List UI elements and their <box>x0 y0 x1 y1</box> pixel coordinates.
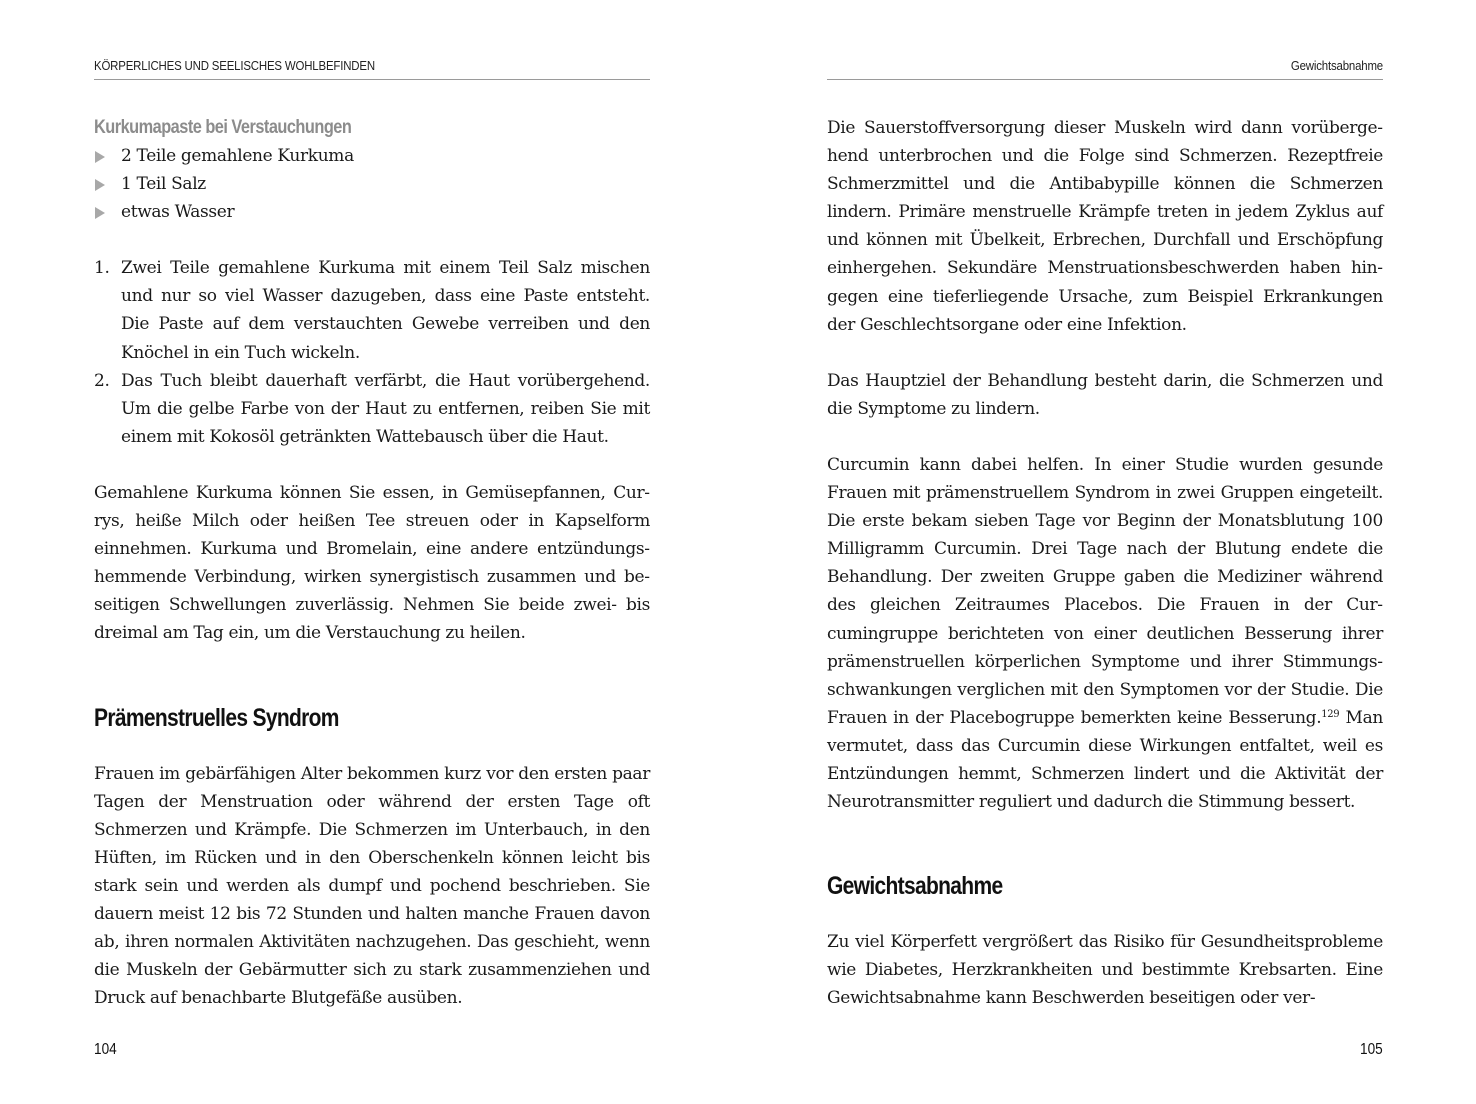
ingredient-text: etwas Wasser <box>121 202 235 223</box>
left-page-content <box>94 114 650 1012</box>
step-text: Zwei Teile gemahlene Kurkuma mit einem Teil Salz mischen und nur so viel Wasser dazugeben, dass eine Paste entsteht. Die Paste auf dem verstauchten Gewebe verreiben und den Knöchel in ein Tuch wickeln. <box>121 258 650 363</box>
ingredient-list <box>94 142 650 226</box>
left-page <box>94 0 650 1104</box>
step-item <box>94 254 650 366</box>
triangle-bullet-icon <box>95 151 105 163</box>
triangle-bullet-icon <box>95 207 105 219</box>
body-paragraph: Die Sauerstoffversorgung dieser Muskeln wird dann vorübergehend unterbrochen und die Folge sind Schmerzen. Rezeptfreie Schmerzmittel und die Antibabypille können die Schmerzen lindern. Primäre menstruelle Krämpfe treten in jedem Zyklus auf und können mit Übelkeit, Erbrechen, Durchfall und Erschöpfung einhergehen. Sekundäre Menstruationsbeschwerden haben hingegen eine tieferliegende Ursache, zum Beispiel Erkrankungen der Geschlechtsorgane oder eine Infektion. <box>827 118 1383 335</box>
step-item <box>94 367 650 451</box>
page-number: 105 <box>1360 1041 1383 1058</box>
ingredient-item <box>94 170 650 198</box>
footnote-reference[interactable]: 129 <box>1321 708 1340 720</box>
paragraph-text: Curcumin kann dabei helfen. In einer Studie wurden gesunde Frauen mit prämenstruellem Syndrom in zwei Gruppen eingeteilt. Die erste bekam sieben Tage vor Beginn der Monatsblutung 100 Milligramm Curcumin. Drei Tage nach der Blutung endete die Behandlung. Der zweiten Gruppe gaben die Mediziner während des gleichen Zeitraumes Placebos. Die Frauen in der Curcumingruppe berichteten von einer deutlichen Besserung ihrer prämenstruellen körperlichen Symptome und ihrer Stimmungsschwankungen verglichen mit den Symptomen vor der Studie. Die Frauen in der Placebogruppe bemerkten keine Besserung. <box>827 454 1383 728</box>
step-number: 1. <box>94 258 110 279</box>
recipe-title: Kurkumapaste bei Verstauchungen <box>94 117 352 138</box>
body-paragraph: Zu viel Körperfett vergrößert das Risiko für Gesundheitsprobleme wie Diabetes, Herzkrankheiten und bestimmte Krebsarten. Eine Gewichtsabnahme kann Beschwerden beseitigen oder ver- <box>827 932 1383 1009</box>
recipe-steps <box>94 254 650 451</box>
section-title: Prämenstruelles Syndrom <box>94 703 339 732</box>
step-text: Das Tuch bleibt dauerhaft verfärbt, die Haut vorübergehend. Um die gelbe Farbe von der Haut zu entfernen, reiben Sie mit einem mit Kokosöl getränkten Wattebausch über die Haut. <box>121 370 650 447</box>
step-number: 2. <box>94 370 110 391</box>
section-title: Gewichtsabnahme <box>827 872 1003 901</box>
body-paragraph: Gemahlene Kurkuma können Sie essen, in Gemüsepfannen, Currys, heiße Milch oder heißen Tee streuen oder in Kapselform einnehmen. Kurkuma und Bromelain, eine andere entzündungshemmende Verbindung, wirken synergistisch zusammen und beseitigen Schwellungen zuverlässig. Nehmen Sie beide zwei- bis dreimal am Tag ein, um die Verstauchung zu heilen. <box>94 482 650 644</box>
paragraph-text: Man vermutet, dass das Curcumin diese Wirkungen entfaltet, weil es Entzündungen hemmt, Schmerzen lindert und die Aktivität der Neurotransmitter reguliert und dadurch die Stimmung bessert. <box>827 707 1383 813</box>
ingredient-item <box>94 198 650 226</box>
header-rule <box>827 79 1383 80</box>
page-number: 104 <box>94 1041 117 1058</box>
triangle-bullet-icon <box>95 179 105 191</box>
running-head: KÖRPERLICHES UND SEELISCHES WOHLBEFINDEN <box>94 58 375 73</box>
header-rule <box>94 79 650 80</box>
body-paragraph: Frauen im gebärfähigen Alter bekommen kurz vor den ersten paar Tagen der Menstruation oder während der ersten Tage oft Schmerzen und Krämpfe. Die Schmerzen im Unterbauch, in den Hüften, im Rücken und in den Oberschenkeln können leicht bis stark sein und werden als dumpf und pochend beschrieben. Sie dauern meist 12 bis 72 Stunden und halten manche Frauen davon ab, ihren normalen Aktivitäten nachzugehen. Das geschieht, wenn die Muskeln der Gebärmutter sich zu stark zusammenziehen und Druck auf benachbarte Blutgefäße ausüben. <box>94 763 650 1009</box>
right-page <box>827 0 1383 1104</box>
ingredient-item <box>94 142 650 170</box>
body-paragraph <box>827 451 1383 816</box>
ingredient-text: 1 Teil Salz <box>121 174 206 195</box>
running-head: Gewichtsabnahme <box>1290 58 1383 73</box>
right-page-content <box>827 114 1383 1012</box>
body-paragraph: Das Hauptziel der Behandlung besteht darin, die Schmerzen und die Symptome zu lindern. <box>827 370 1383 419</box>
ingredient-text: 2 Teile gemahlene Kurkuma <box>121 146 354 166</box>
